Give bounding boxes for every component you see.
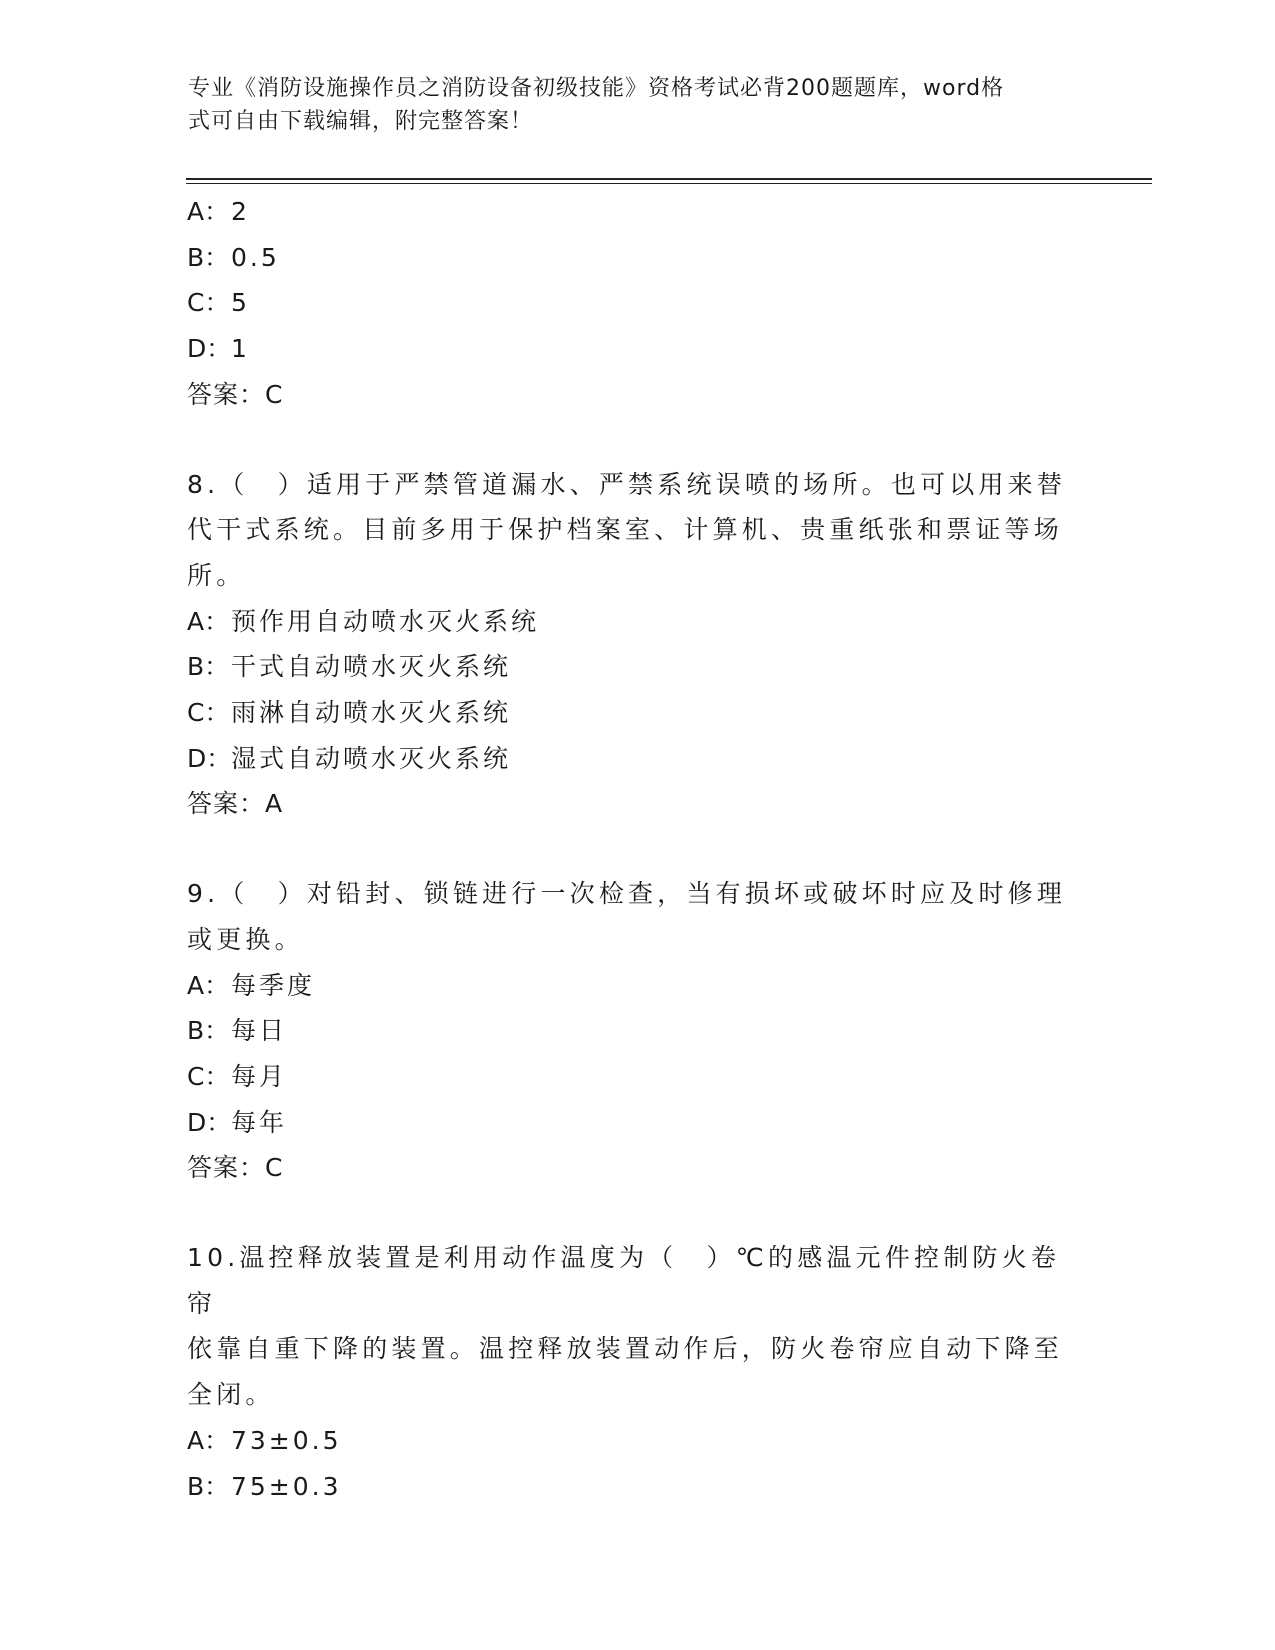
option-c: C：5	[187, 288, 250, 318]
answer-line: 答案：C	[187, 379, 284, 409]
option-c: C：雨淋自动喷水灭火系统	[187, 698, 512, 728]
option-b: B：每日	[187, 1016, 288, 1046]
answer-line: 答案：C	[187, 1153, 284, 1183]
document-header	[188, 72, 1068, 138]
option-b: B：75±0.3	[187, 1471, 342, 1501]
option-a: A：2	[187, 197, 250, 226]
question-9	[187, 871, 1087, 1191]
header-title-line-1: 专业《消防设施操作员之消防设备初级技能》资格考试必背200题题库，word格	[188, 76, 1005, 101]
option-b: B：干式自动喷水灭火系统	[187, 652, 512, 682]
header-rule-thin	[186, 183, 1152, 184]
option-c: C：每月	[187, 1061, 288, 1091]
question-stem: 9.（ ）对铅封、锁链进行一次检查，当有损坏或破坏时应及时修理 或更换。	[187, 879, 1067, 954]
question-8	[187, 462, 1087, 828]
option-d: D：1	[187, 334, 250, 364]
answer-line: 答案：A	[187, 789, 284, 819]
question-7	[187, 189, 1087, 418]
option-b: B：0.5	[187, 242, 280, 272]
option-a: A：预作用自动喷水灭火系统	[187, 606, 540, 636]
question-stem: 8.（ ）适用于严禁管道漏水、严禁系统误喷的场所。也可以用来替 代干式系统。目前多用于保护档案室、计算机、贵重纸张和票证等场 所。	[187, 469, 1067, 590]
header-rule-thick	[186, 178, 1152, 180]
question-10	[187, 1235, 1087, 1509]
document-body	[187, 189, 1087, 1509]
option-a: A：73±0.5	[187, 1425, 342, 1455]
option-a: A：每季度	[187, 970, 316, 1000]
question-stem: 10.温控释放装置是利用动作温度为（ ）℃的感温元件控制防火卷帘 依靠自重下降的装置。温控释放装置动作后，防火卷帘应自动下降至 全闭。	[187, 1243, 1064, 1410]
option-d: D：每年	[187, 1107, 288, 1137]
header-title-line-2: 式可自由下载编辑，附完整答案！	[188, 109, 534, 134]
option-d: D：湿式自动喷水灭火系统	[187, 743, 512, 773]
